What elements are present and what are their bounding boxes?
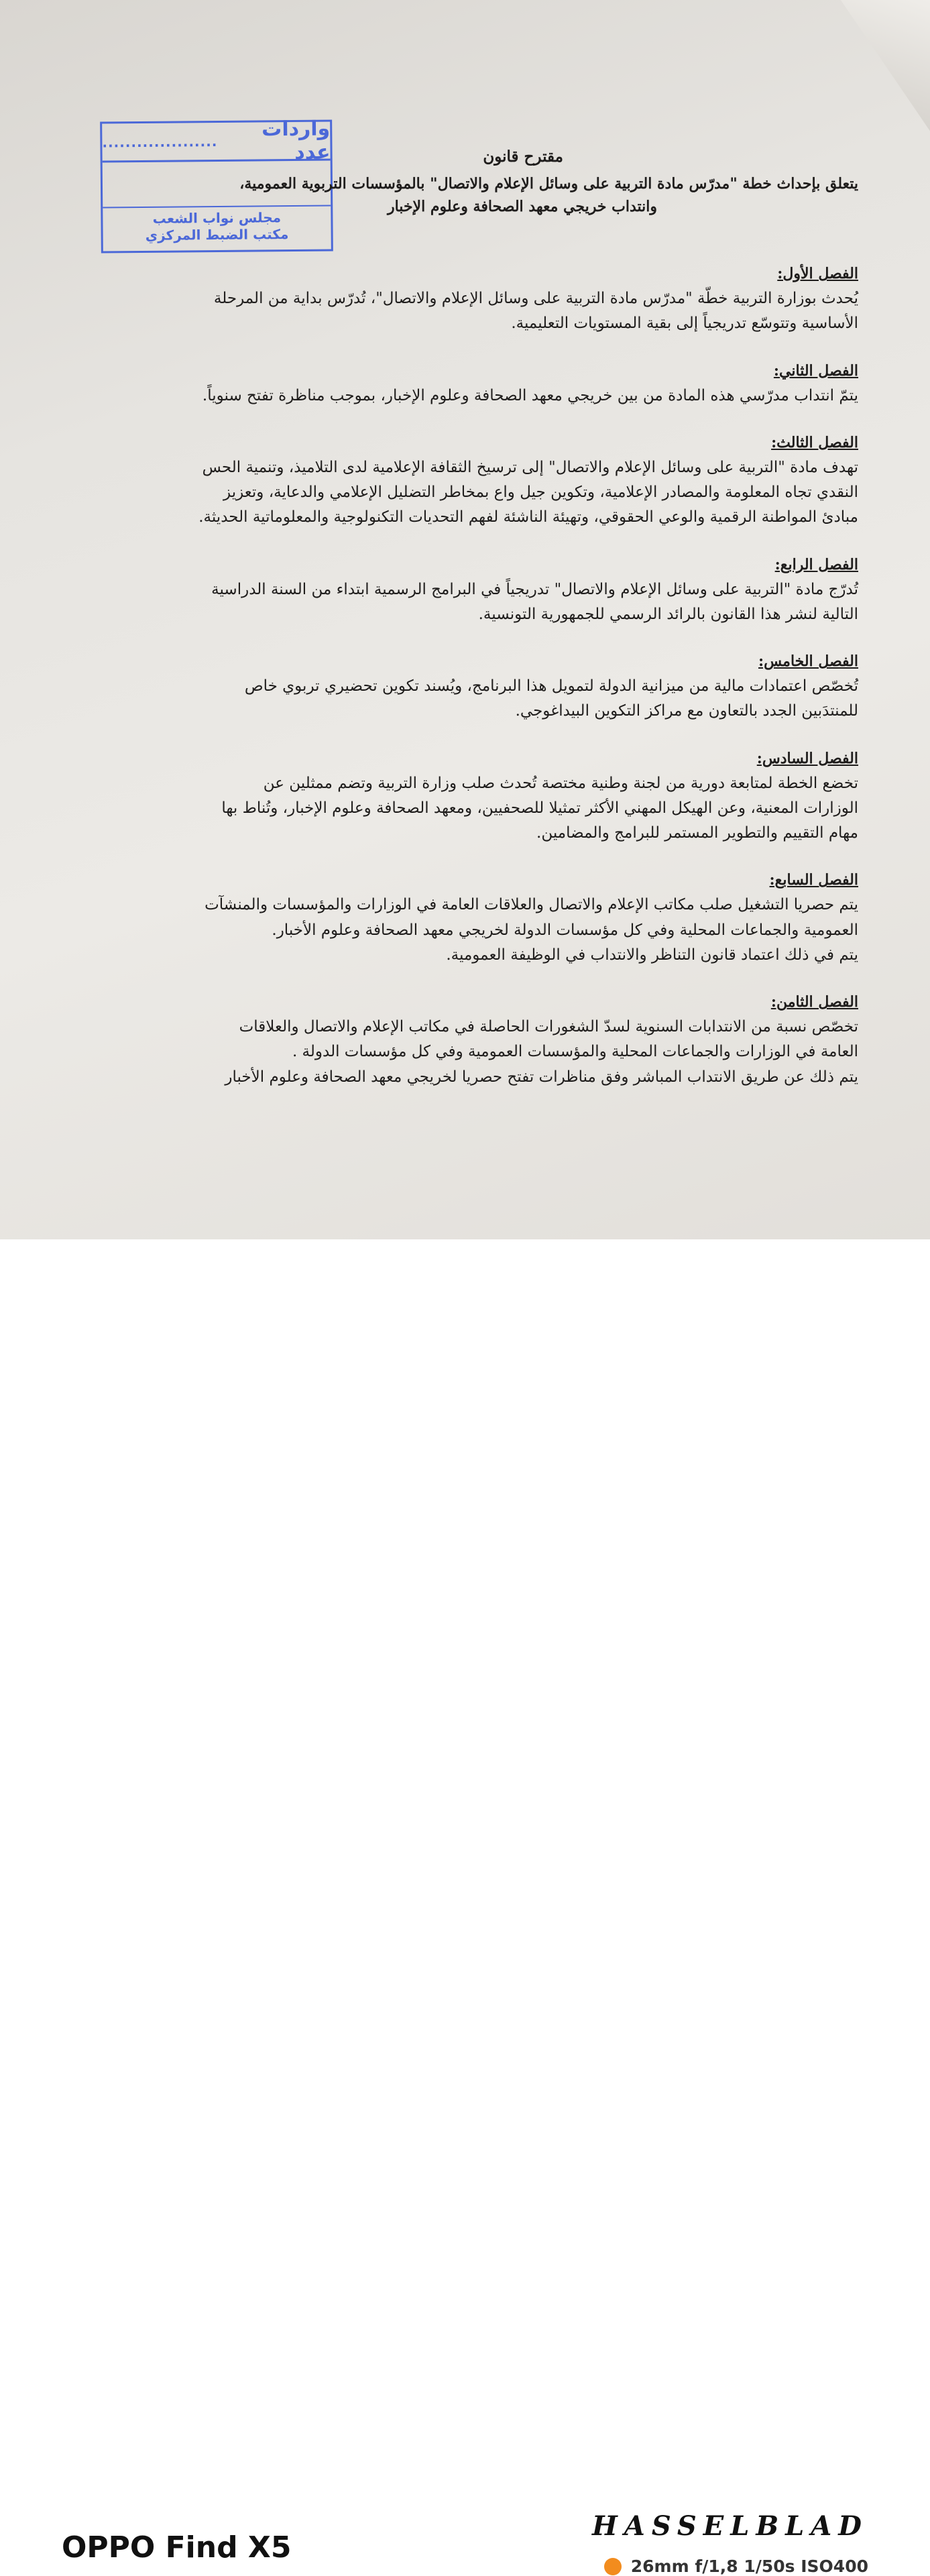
title-block xyxy=(74,148,858,218)
section-line: تخضع الخطة لمتابعة دورية من لجنة وطنية مختصة تُحدث صلب وزارة التربية وتضم ممثلين عن xyxy=(263,774,858,792)
section-line: تخصّص نسبة من الانتدابات السنوية لسدّ الشغورات الحاصلة في مكاتب الإعلام والاتصال والعلاقات xyxy=(239,1018,858,1036)
section-line: للمنتدَبين الجدد بالتعاون مع مراكز التكوين البيداغوجي. xyxy=(515,702,858,720)
hasselblad-logo: HASSELBLAD xyxy=(592,2510,868,2542)
section-1 xyxy=(74,265,858,337)
section-heading: الفصل الثالث: xyxy=(771,433,858,451)
section-line: تُدرّج مادة "التربية على وسائل الإعلام والاتصال" تدريجياً في البرامج الرسمية ابتداء من السنة الدراسية xyxy=(211,580,858,598)
section-7 xyxy=(74,871,858,968)
camera-watermark xyxy=(0,1239,930,2576)
stamp-line-2: مكتب الضبط المركزي xyxy=(145,226,289,243)
section-8 xyxy=(74,993,858,1090)
subtitle-line-1: يتعلق بإحداث خطة "مدرّس مادة التربية على وسائل الإعلام والاتصال" بالمؤسسات التربوية العمومية، xyxy=(239,175,858,192)
section-line: تهدف مادة "التربية على وسائل الإعلام والاتصال" إلى ترسيخ الثقافة الإعلامية لدى التلاميذ، وتنمية الحس xyxy=(202,458,858,476)
document-photo xyxy=(0,0,930,1239)
section-line: يتم ذلك عن طريق الانتداب المباشر وفق مناظرات تفتح حصريا لخريجي معهد الصحافة وعلوم الأخبار xyxy=(225,1068,858,1086)
exif-text: 26mm f/1,8 1/50s ISO400 xyxy=(630,2557,868,2576)
section-heading: الفصل الثامن: xyxy=(770,993,858,1011)
sections-container xyxy=(74,265,858,1090)
stamp-dots: .................... xyxy=(102,133,218,150)
section-line: يتمّ انتداب مدرّسي هذه المادة من بين خريجي معهد الصحافة وعلوم الإخبار، بموجب مناظرة تفتح سنوياً. xyxy=(202,386,858,404)
section-heading: الفصل الرابع: xyxy=(774,555,858,573)
section-heading: الفصل الخامس: xyxy=(758,653,858,671)
section-line: العمومية والجماعات المحلية وفي كل مؤسسات الدولة لخريجي معهد الصحافة وعلوم الأخبار. xyxy=(272,921,858,939)
section-line: يُحدث بوزارة التربية خطّة "مدرّس مادة التربية على وسائل الإعلام والاتصال"، تُدرّس بداية من المرحلة xyxy=(213,290,858,308)
section-2 xyxy=(74,362,858,408)
section-5 xyxy=(74,653,858,724)
section-line: يتم في ذلك اعتماد قانون التناظر والانتداب في الوظيفة العمومية. xyxy=(446,946,858,964)
subtitle-line-2: وانتداب خريجي معهد الصحافة وعلوم الإخبار xyxy=(387,198,657,216)
section-body xyxy=(74,771,858,846)
page-fold xyxy=(836,0,930,141)
document-subtitle xyxy=(74,172,858,218)
section-line: العامة في الوزارات والجماعات المحلية والمؤسسات العمومية وفي كل مؤسسات الدولة . xyxy=(292,1043,858,1061)
section-body xyxy=(74,1015,858,1090)
section-line: مهام التقييم والتطوير المستمر للبرامج والمضامين. xyxy=(536,824,858,842)
exif-info xyxy=(604,2557,868,2576)
document-title: مقترح قانون xyxy=(483,148,563,166)
document-body xyxy=(74,134,858,1090)
section-line: يتم حصريا التشغيل صلب مكاتب الإعلام والاتصال والعلاقات العامة في الوزارات والمؤسسات والمنشآت xyxy=(205,896,858,914)
section-6 xyxy=(74,750,858,846)
section-line: تُخصّص اعتمادات مالية من ميزانية الدولة لتمويل هذا البرنامج، ويُسند تكوين تحضيري تربوي خاص xyxy=(244,677,858,695)
section-body xyxy=(74,384,858,408)
section-3 xyxy=(74,434,858,530)
section-4 xyxy=(74,556,858,628)
stamp-heading: واردات عدد xyxy=(261,117,331,164)
section-line: النقدي تجاه المعلومة والمصادر الإعلامية، وتكوين جيل واع بمخاطر التضليل الإعلامي والدعاية، وتعزيز xyxy=(223,484,858,502)
section-line: الأساسية وتتوسّع تدريجياً إلى بقية المستويات التعليمية. xyxy=(511,315,858,333)
section-heading: الفصل السابع: xyxy=(769,871,858,889)
phone-model: OPPO Find X5 xyxy=(62,2530,292,2565)
section-heading: الفصل السادس: xyxy=(756,749,858,767)
section-line: الوزارات المعنية، وعن الهيكل المهني الأكثر تمثيلا للصحفيين، ومعهد الصحافة وعلوم الإخبار، وتُناط بها xyxy=(221,799,858,817)
section-body xyxy=(74,286,858,337)
section-body xyxy=(74,455,858,530)
section-body xyxy=(74,674,858,724)
section-body xyxy=(74,893,858,968)
stamp-line-1: مجلس نواب الشعب xyxy=(152,209,282,227)
section-heading: الفصل الأول: xyxy=(777,265,858,283)
section-line: مبادئ المواطنة الرقمية والوعي الحقوقي، وتهيئة الناشئة لفهم التحديات التكنولوجية والمعلوماتية الحديثة. xyxy=(198,508,858,526)
section-body xyxy=(74,577,858,628)
section-line: التالية لنشر هذا القانون بالرائد الرسمي للجمهورية التونسية. xyxy=(478,605,858,623)
section-heading: الفصل الثاني: xyxy=(773,361,858,380)
orange-dot-icon xyxy=(604,2558,622,2575)
